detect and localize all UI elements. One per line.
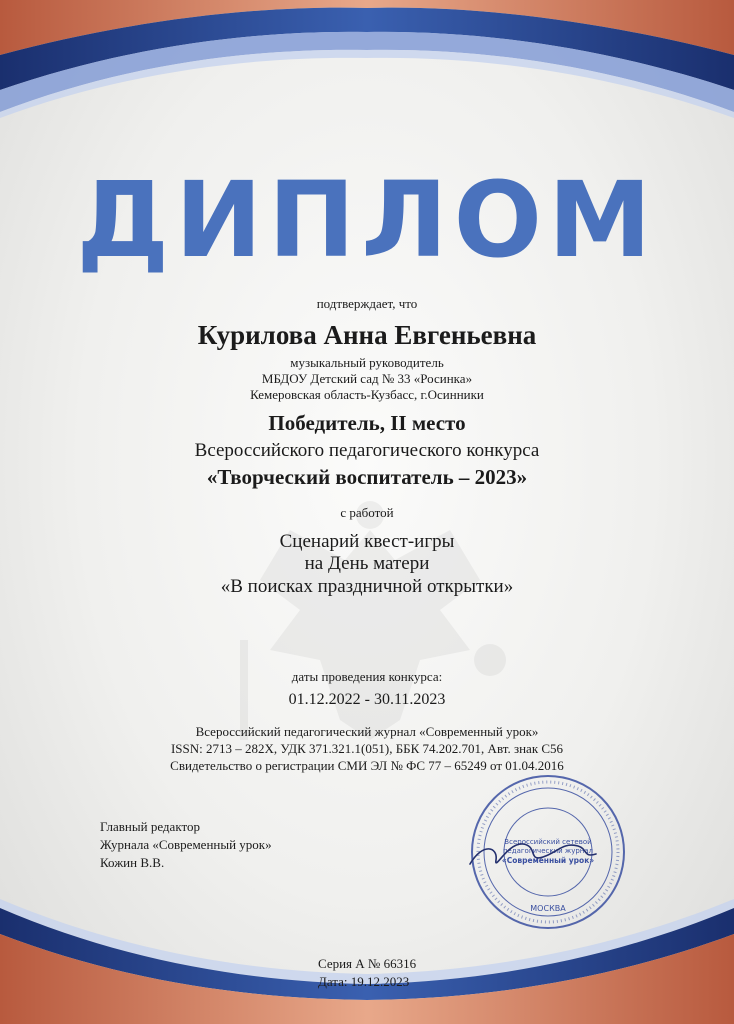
- registration-line: Свидетельство о регистрации СМИ ЭЛ № ФС 77 – 65249 от 01.04.2016: [170, 758, 564, 773]
- work-title-line-3: «В поисках праздничной открытки»: [220, 576, 514, 597]
- serial-block: [318, 955, 416, 991]
- stamp-center-line-3: «Современный урок»: [501, 856, 595, 865]
- editor-journal: Журнала «Современный урок»: [100, 837, 272, 852]
- contest-name: «Творческий воспитатель – 2023»: [206, 465, 528, 489]
- stamp-center-line-2: педагогический журнал: [502, 847, 594, 855]
- recipient-location: Кемеровская область-Кузбасс, г.Осинники: [250, 387, 484, 402]
- recipient-name: Курилова Анна Евгеньевна: [197, 320, 537, 350]
- confirms-text: подтверждает, что: [316, 296, 418, 311]
- official-stamp: [468, 772, 628, 932]
- recipient-organization: МБДОУ Детский сад № 33 «Росинка»: [261, 371, 473, 386]
- contest-dates: 01.12.2022 - 30.11.2023: [288, 691, 446, 708]
- dates-label: даты проведения конкурса:: [291, 669, 443, 684]
- diploma-title: ДИПЛОМ: [76, 159, 658, 281]
- stamp-center-line-1: Всероссийский сетевой: [504, 838, 592, 846]
- recipient-position: музыкальный руководитель: [290, 355, 444, 370]
- contest-type: Всероссийского педагогического конкурса: [194, 440, 540, 461]
- award-text: Победитель, II место: [268, 411, 466, 435]
- serial-number: Серия А № 66316: [318, 956, 417, 971]
- issn-line: ISSN: 2713 – 282X, УДК 371.321.1(051), ББК 74.202.701, Авт. знак С56: [170, 741, 564, 756]
- stamp-city: МОСКВА: [530, 904, 566, 913]
- journal-line: Всероссийский педагогический журнал «Современный урок»: [195, 724, 539, 739]
- eagle-emblem-watermark: [220, 490, 520, 750]
- editor-signature-block: [100, 818, 272, 872]
- top-wave-decoration: [0, 0, 734, 125]
- editor-title: Главный редактор: [100, 819, 200, 834]
- with-work-text: с работой: [340, 505, 394, 520]
- work-title-line-1: Сценарий квест-игры: [279, 531, 455, 552]
- work-title-line-2: на День матери: [304, 553, 430, 574]
- issue-date: Дата: 19.12.2023: [318, 974, 410, 989]
- editor-name: Кожин В.В.: [100, 855, 165, 870]
